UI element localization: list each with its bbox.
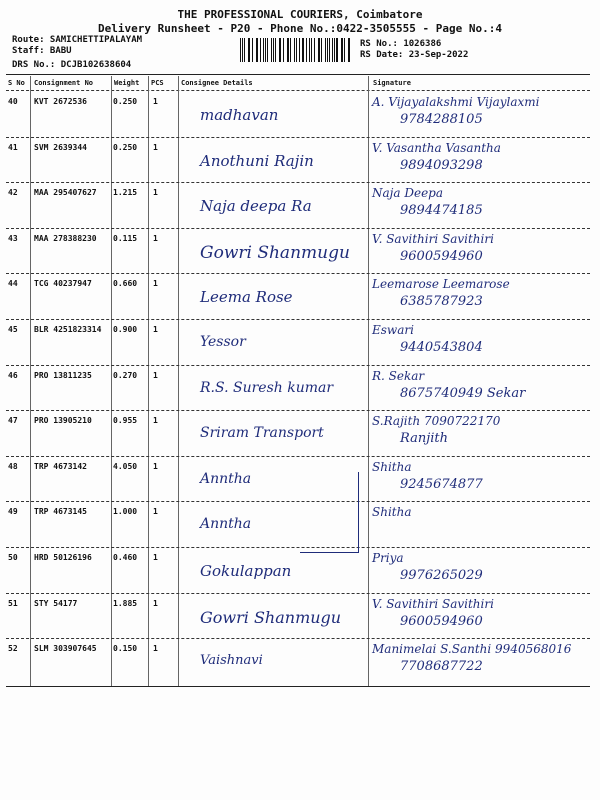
- column-header-consignee: Consignee Details: [181, 79, 253, 87]
- row-consignee-handwriting: madhavan: [200, 106, 279, 124]
- row-consignee-handwriting: Vaishnavi: [200, 653, 263, 669]
- row-weight: 0.115: [113, 233, 138, 243]
- barcode-bar: [280, 38, 281, 62]
- row-consignee-handwriting: Naja deepa Ra: [200, 197, 312, 216]
- row-signature: Shitha: [372, 505, 412, 520]
- row-sno: 49: [8, 507, 18, 517]
- row-signature: Naja Deepa: [372, 186, 444, 201]
- table-row: [0, 411, 600, 457]
- column-header-pcs: PCS: [151, 79, 164, 87]
- row-pcs: 1: [153, 188, 158, 198]
- row-signature-phone: 9976265029: [400, 568, 483, 583]
- row-pcs: 1: [153, 370, 158, 380]
- table-row: [0, 320, 600, 366]
- row-weight: 0.460: [113, 553, 138, 562]
- row-signature: V. Vasantha Vasantha: [372, 140, 501, 155]
- row-sno: 48: [8, 461, 18, 471]
- document-subtitle: Delivery Runsheet - P20 - Phone No.:0422-3505555 - Page No.:4: [98, 22, 502, 35]
- row-signature-phone: 9440543804: [400, 340, 483, 355]
- row-signature: A. Vijayalakshmi Vijaylaxmi: [372, 95, 540, 109]
- barcode-bar: [336, 38, 337, 62]
- table-row: [0, 183, 600, 229]
- staff-label: Staff: BABU: [12, 46, 72, 56]
- row-consignment-no: PRO 13811235: [34, 370, 92, 380]
- row-signature-phone: Ranjith: [400, 431, 448, 447]
- row-consignment-no: BLR 4251823314: [34, 325, 102, 334]
- row-weight: 0.150: [113, 644, 138, 654]
- row-consignment-no: MAA 278388230: [34, 233, 97, 243]
- row-sno: 42: [8, 188, 18, 198]
- barcode-bar: [332, 38, 333, 62]
- row-weight: 4.050: [113, 461, 138, 471]
- row-signature-phone: 9894093298: [400, 157, 483, 173]
- row-pcs: 1: [153, 97, 158, 106]
- row-signature-phone: 6385787923: [400, 294, 483, 310]
- row-consignment-no: TRP 4673145: [34, 507, 87, 517]
- route-label: Route: SAMICHETTIPALAYAM: [12, 35, 143, 45]
- row-consignment-no: PRO 13905210: [34, 416, 92, 426]
- barcode-bar: [283, 38, 284, 62]
- row-pcs: 1: [153, 142, 158, 152]
- row-sno: 47: [8, 416, 18, 426]
- row-signature: Priya: [372, 551, 404, 565]
- row-consignee-handwriting: Gowri Shanmugu: [200, 242, 350, 263]
- table-row: [0, 229, 600, 275]
- column-header-consignment: Consignment No: [34, 79, 94, 87]
- barcode-bar: [248, 38, 249, 62]
- row-sno: 44: [8, 279, 18, 289]
- barcode-bar: [306, 38, 307, 62]
- row-signature: Eswari: [372, 323, 414, 337]
- column-header-sno: S No: [8, 79, 25, 87]
- barcode-bar: [314, 38, 315, 62]
- row-signature-phone: 9894474185: [400, 203, 483, 219]
- row-consignee-handwriting: Yessor: [200, 334, 246, 350]
- row-weight: 0.900: [113, 325, 138, 334]
- row-pcs: 1: [153, 507, 158, 517]
- column-header-weight: Weight: [114, 79, 140, 87]
- row-signature: Leemarose Leemarose: [372, 277, 510, 292]
- row-consignment-no: SLM 303907645: [34, 644, 97, 654]
- row-consignment-no: HRD 50126196: [34, 553, 92, 562]
- row-consignment-no: KVT 2672536: [34, 97, 87, 106]
- row-consignee-handwriting: Anntha: [200, 470, 252, 487]
- row-consignment-no: STY 54177: [34, 598, 78, 608]
- barcode-bar: [252, 38, 253, 62]
- row-signature: Manimelai S.Santhi 9940568016: [372, 642, 572, 657]
- row-consignment-no: TCG 40237947: [34, 279, 92, 289]
- barcode-bar: [271, 38, 272, 62]
- row-weight: 1.215: [113, 188, 138, 198]
- header-rule-top: [6, 74, 590, 75]
- row-signature: S.Rajith 7090722170: [372, 414, 501, 429]
- row-signature-phone: 9784288105: [400, 112, 483, 127]
- row-pcs: 1: [153, 461, 158, 471]
- table-row: [0, 366, 600, 412]
- table-row: [0, 548, 600, 594]
- barcode-bar: [344, 38, 345, 62]
- barcode-bar: [296, 38, 297, 62]
- row-sno: 45: [8, 325, 18, 334]
- row-consignee-handwriting: Sriram Transport: [200, 425, 324, 442]
- row-signature: Shitha: [372, 459, 412, 474]
- handwritten-bracket: [300, 472, 359, 553]
- row-consignment-no: MAA 295407627: [34, 188, 97, 198]
- barcode-bar: [267, 38, 268, 62]
- table-row: [0, 594, 600, 640]
- barcode-bar: [311, 38, 312, 62]
- rs-date: RS Date: 23-Sep-2022: [360, 50, 469, 60]
- table-row: [0, 639, 600, 685]
- row-signature-phone: 8675740949 Sekar: [400, 385, 526, 401]
- row-sno: 46: [8, 370, 18, 380]
- row-weight: 1.885: [113, 598, 138, 608]
- row-weight: 0.955: [113, 416, 138, 426]
- barcode-bar: [290, 38, 291, 62]
- row-sno: 51: [8, 598, 18, 608]
- row-pcs: 1: [153, 553, 158, 562]
- row-pcs: 1: [153, 279, 158, 289]
- table-row: [0, 92, 600, 138]
- table-row: [0, 274, 600, 320]
- row-sno: 52: [8, 644, 18, 654]
- row-consignment-no: SVM 2639344: [34, 142, 87, 152]
- barcode-bar: [240, 38, 241, 62]
- row-weight: 0.250: [113, 142, 138, 152]
- row-weight: 0.660: [113, 279, 138, 289]
- row-consignee-handwriting: Leema Rose: [200, 288, 293, 307]
- row-consignment-no: TRP 4673142: [34, 461, 87, 471]
- row-sno: 41: [8, 142, 18, 152]
- row-pcs: 1: [153, 416, 158, 426]
- table-rule-bottom: [6, 686, 590, 687]
- row-signature-phone: 7708687722: [400, 659, 483, 675]
- row-pcs: 1: [153, 325, 158, 334]
- row-signature-phone: 9245674877: [400, 476, 483, 492]
- row-sno: 40: [8, 97, 18, 106]
- row-signature-phone: 9600594960: [400, 248, 483, 264]
- row-weight: 0.250: [113, 97, 138, 106]
- row-signature: V. Savithiri Savithiri: [372, 231, 494, 246]
- row-consignee-handwriting: Gowri Shanmugu: [200, 607, 342, 627]
- rs-number: RS No.: 1026386: [360, 39, 442, 49]
- row-weight: 0.270: [113, 370, 138, 380]
- barcode-icon: [240, 38, 352, 62]
- row-sno: 50: [8, 553, 18, 562]
- column-header-signature: Signature: [373, 79, 411, 87]
- row-signature: R. Sekar: [372, 368, 425, 383]
- barcode-bar: [260, 38, 261, 62]
- row-weight: 1.000: [113, 507, 138, 517]
- row-pcs: 1: [153, 644, 158, 654]
- row-consignee-handwriting: Anothuni Rajin: [200, 151, 314, 170]
- row-consignee-handwriting: Gokulappan: [200, 562, 292, 580]
- row-pcs: 1: [153, 233, 158, 243]
- row-consignee-handwriting: Anntha: [200, 516, 252, 533]
- header-rule-bottom: [6, 90, 590, 91]
- row-consignee-handwriting: R.S. Suresh kumar: [200, 379, 334, 396]
- row-signature: V. Savithiri Savithiri: [372, 596, 494, 611]
- barcode-bar: [325, 38, 326, 62]
- row-pcs: 1: [153, 598, 158, 608]
- drs-number: DRS No.: DCJB102638604: [12, 60, 132, 70]
- document-title: THE PROFESSIONAL COURIERS, Coimbatore: [177, 8, 423, 21]
- table-row: [0, 138, 600, 184]
- row-signature-phone: 9600594960: [400, 613, 483, 629]
- row-sno: 43: [8, 233, 18, 243]
